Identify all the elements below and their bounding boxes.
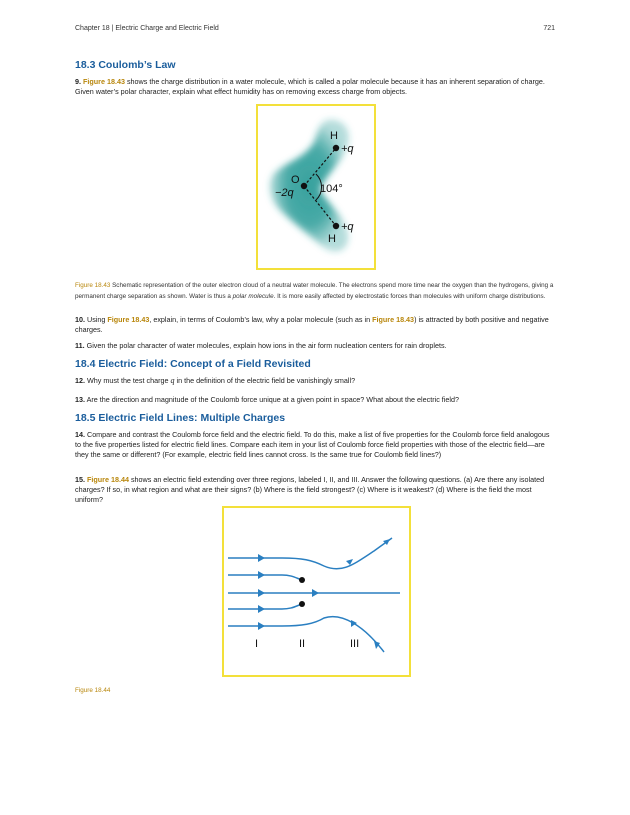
question-number: 11. bbox=[75, 341, 85, 350]
region-label-iii: III bbox=[350, 638, 360, 650]
section-heading-18-5: 18.5 Electric Field Lines: Multiple Charges bbox=[75, 412, 286, 424]
arrow-line-1a bbox=[258, 554, 265, 562]
question-text-end: ) is attracted by both positive and negative charges. bbox=[75, 315, 549, 335]
caption-label: Figure 18.44 bbox=[75, 687, 111, 694]
charge-lower bbox=[299, 601, 305, 607]
caption-label: Figure 18.43 bbox=[75, 282, 111, 289]
section-heading-18-3: 18.3 Coulomb’s Law bbox=[75, 59, 176, 71]
caption-text: Schematic representation of the outer electron cloud of a neutral water molecule. The electrons spend more time near the oxygen than the hydrogens, giving a permanent charge separation as shown. Water is thus a bbox=[75, 282, 554, 300]
arrow-line-5a bbox=[258, 622, 265, 630]
question-text-mid: , explain, in terms of Coulomb’s law, why a polar molecule (such as in bbox=[149, 315, 373, 324]
question-text: Given the polar character of water molecules, explain how ions in the air form nucleation centers for rain droplets. bbox=[84, 341, 447, 350]
question-13 bbox=[75, 395, 557, 405]
figure-link[interactable]: Figure 18.43 bbox=[83, 77, 125, 86]
plus-q-label-bottom: +q bbox=[341, 221, 354, 233]
hydrogen-atom-bottom bbox=[333, 223, 339, 229]
figure-18-43-caption bbox=[75, 281, 557, 302]
arrow-line-4 bbox=[258, 605, 265, 613]
question-text-end: in the definition of the electric field be vanishingly small? bbox=[174, 376, 356, 385]
h-label-bottom: H bbox=[328, 233, 336, 245]
question-number: 9. bbox=[75, 77, 81, 86]
figure-link-2[interactable]: Figure 18.43 bbox=[372, 315, 415, 324]
question-text: shows an electric field extending over three regions, labeled I, II, and III. Answer the following questions. (a) Are there any isolated charges? If so, in what region and what are their signs? (b) Where is the field strongest? (c) Where is it weakest? (d) Where is the field the most uniform? bbox=[75, 475, 545, 505]
caption-italic: polar molecule bbox=[232, 292, 274, 300]
question-14 bbox=[75, 430, 557, 461]
question-9 bbox=[75, 77, 557, 97]
region-label-ii: II bbox=[299, 638, 306, 650]
figure-link[interactable]: Figure 18.43 bbox=[107, 315, 150, 324]
section-heading-18-4: 18.4 Electric Field: Concept of a Field Revisited bbox=[75, 358, 311, 370]
question-text: Using bbox=[85, 315, 108, 324]
figure-link[interactable]: Figure 18.44 bbox=[87, 475, 129, 484]
question-10 bbox=[75, 315, 557, 335]
arrow-line-3b bbox=[312, 589, 319, 597]
variable-q: q bbox=[170, 376, 175, 385]
plus-q-label-top: +q bbox=[341, 143, 354, 155]
arrow-line-5b bbox=[351, 620, 357, 627]
hydrogen-atom-top bbox=[333, 145, 339, 151]
figure-18-44-caption bbox=[75, 686, 557, 697]
caption-text-end: . It is more easily affected by electrostatic forces than molecules with uniform charge distributions. bbox=[273, 292, 546, 300]
question-11 bbox=[75, 341, 557, 351]
field-line-4 bbox=[228, 604, 302, 609]
arrow-line-3a bbox=[258, 589, 265, 597]
field-lines-diagram bbox=[224, 508, 409, 675]
field-line-1 bbox=[228, 538, 392, 569]
question-number: 10. bbox=[75, 315, 85, 324]
question-text: shows the charge distribution in a water molecule, which is called a polar molecule because it has an inherent separation of charge. Given water’s polar character, explain what effect humidity has on removing excess charge from objects. bbox=[75, 77, 545, 97]
question-text: Compare and contrast the Coulomb force field and the electric field. To do this, make a list of five properties for the Coulomb force field analogous to the five properties listed for electric field lines. Compare each item in your list of Coulomb force field properties with those of the electric field—are they the same or different? (For example, electric field lines cannot cross. Is the same true for Coulomb field lines?) bbox=[75, 430, 550, 460]
page-header bbox=[75, 25, 555, 37]
page-number: 721 bbox=[543, 25, 555, 32]
question-number: 14. bbox=[75, 430, 85, 439]
figure-18-44 bbox=[222, 506, 411, 677]
oxygen-atom bbox=[301, 183, 307, 189]
question-12 bbox=[75, 376, 557, 386]
question-text: Are the direction and magnitude of the Coulomb force unique at a given point in space? What about the electric field? bbox=[85, 395, 459, 404]
question-number: 13. bbox=[75, 395, 85, 404]
minus-2q-label: −2q bbox=[275, 187, 294, 199]
charge-upper bbox=[299, 577, 305, 583]
figure-18-43 bbox=[256, 104, 376, 270]
question-15 bbox=[75, 475, 557, 506]
o-label: O bbox=[291, 174, 300, 186]
h-label-top: H bbox=[330, 130, 338, 142]
arrow-line-2 bbox=[258, 571, 265, 579]
field-line-2 bbox=[228, 575, 302, 580]
water-molecule-diagram bbox=[258, 106, 374, 268]
field-line-5 bbox=[228, 617, 384, 652]
question-text: Why must the test charge bbox=[85, 376, 171, 385]
region-label-i: I bbox=[255, 638, 259, 650]
chapter-title: Chapter 18 | Electric Charge and Electric Field bbox=[75, 25, 219, 32]
question-number: 15. bbox=[75, 475, 85, 484]
question-number: 12. bbox=[75, 376, 85, 385]
angle-label: 104° bbox=[320, 183, 343, 195]
